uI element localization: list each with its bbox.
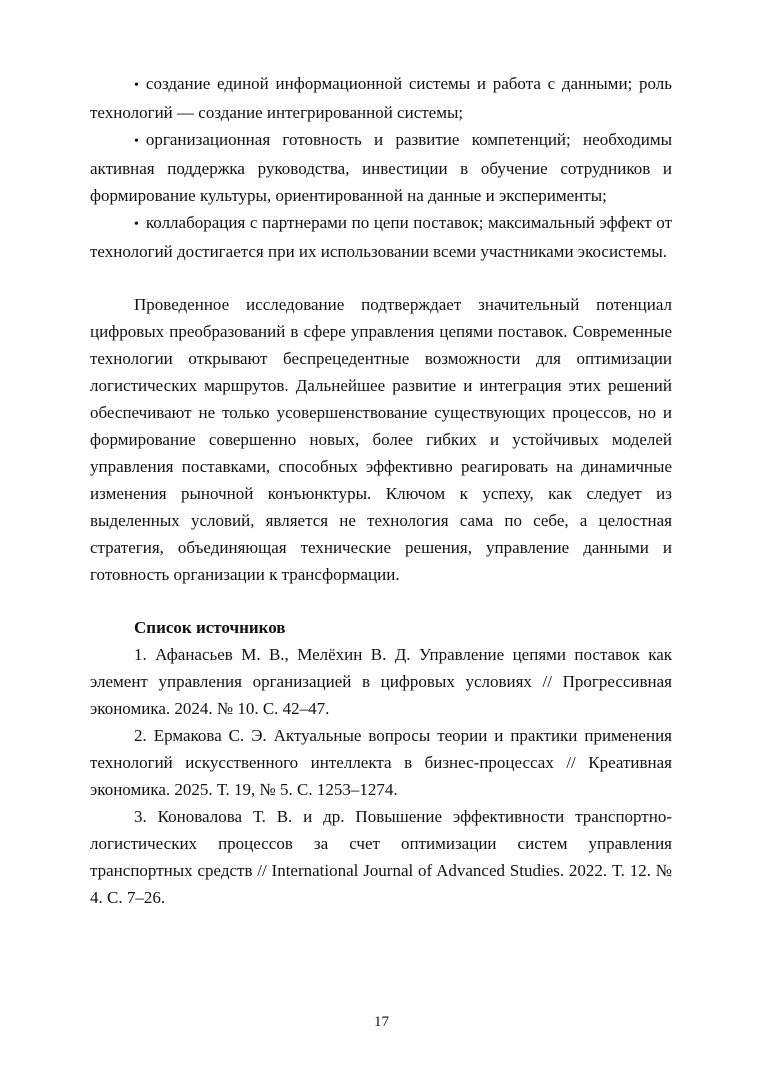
list-item: [90, 209, 672, 265]
list-item: [90, 70, 672, 126]
page-number: 17: [374, 1014, 389, 1030]
references-heading: Список источников: [134, 618, 286, 637]
bullet-icon: •: [134, 78, 139, 93]
document-page: [90, 70, 672, 911]
reference-item: 3. Коновалова Т. В. и др. Повышение эффективности транспортно-логистических процессов за счет оптимизации систем управления транспортных средств // International Journal of Advanced Studies. 2022. Т. 12. № 4. С. 7–26.: [90, 807, 672, 907]
reference-item: 2. Ермакова С. Э. Актуальные вопросы теории и практики применения технологий искусственного интеллекта в бизнес-процессах // Креативная экономика. 2025. Т. 19, № 5. С. 1253–1274.: [90, 726, 672, 799]
conclusion-paragraph: Проведенное исследование подтверждает значительный потенциал цифровых преобразований в сфере управления цепями поставок. Современные технологии открывают беспрецедентные возможности для оптимизации логистических маршрутов. Дальнейшее развитие и интеграция этих решений обеспечивают не только усовершенствование существующих процессов, но и формирование совершенно новых, более гибких и устойчивых моделей управления поставками, способных эффективно реагировать на динамичные изменения рыночной конъюнктуры. Ключом к успеху, как следует из выделенных условий, является не технология сама по себе, а целостная стратегия, объединяющая технические решения, управление данными и готовность организации к трансформации.: [90, 295, 672, 584]
bullet-icon: •: [134, 134, 139, 149]
list-item-text: коллаборация с партнерами по цепи поставок; максимальный эффект от технологий достигается при их использовании всеми участниками экосистемы.: [90, 213, 672, 261]
references-list: [90, 641, 672, 911]
list-item-text: организационная готовность и развитие компетенций; необходимы активная поддержка руководства, инвестиции в обучение сотрудников и формирование культуры, ориентированной на данные и эксперименты;: [90, 130, 672, 205]
list-item-text: создание единой информационной системы и работа с данными; роль технологий — создание интегрированной системы;: [90, 74, 672, 122]
bullet-icon: •: [134, 217, 139, 232]
conditions-list: [90, 70, 672, 265]
reference-item: 1. Афанасьев М. В., Мелёхин В. Д. Управление цепями поставок как элемент управления организацией в цифровых условиях // Прогрессивная экономика. 2024. № 10. С. 42–47.: [90, 645, 672, 718]
list-item: [90, 126, 672, 209]
